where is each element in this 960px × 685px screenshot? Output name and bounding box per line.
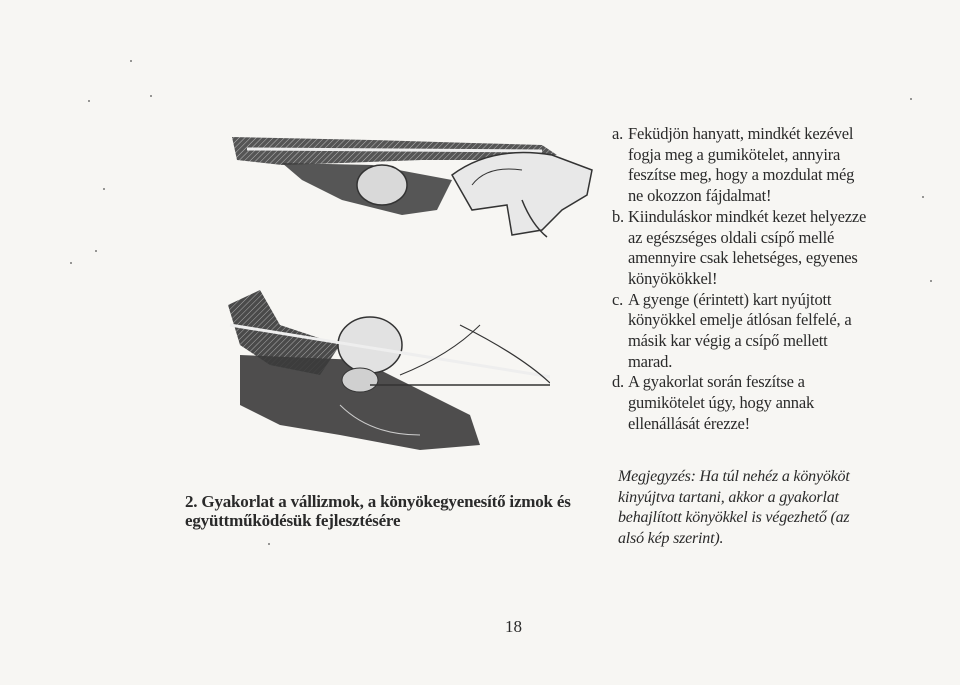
step-label: d. — [612, 372, 624, 392]
figure-caption — [185, 492, 615, 530]
caption-number: 2. — [185, 492, 198, 511]
instruction-step-b — [612, 207, 872, 290]
caption-text: Gyakorlat a vállizmok, a könyökegyenesítő izmok és együttműködésük fejlesztésére — [185, 492, 571, 530]
instruction-step-a — [612, 124, 872, 207]
page-number: 18 — [505, 617, 522, 636]
note-paragraph — [618, 467, 863, 549]
diagonal-arm-raise-illustration — [220, 285, 550, 460]
step-text: A gyenge (érintett) kart nyújtott könyökkel emelje átlósan felfelé, a másik kar végig a csípő mellett marad. — [628, 289, 852, 371]
step-label: a. — [612, 124, 624, 143]
note-text: Megjegyzés: Ha túl nehéz a könyököt kinyújtva tartani, akkor a gyakorlat behajlított könyökkel is végezhető (az alsó kép szerint). — [618, 468, 850, 547]
instruction-step-d — [612, 372, 872, 434]
step-text: Kiinduláskor mindkét kezet helyezze az egészséges oldali csípő mellé amennyire csak lehetséges, egyenes könyökökkel! — [628, 206, 867, 288]
step-label: c. — [612, 289, 624, 309]
instruction-step-c — [612, 290, 872, 373]
exercise-instructions — [612, 124, 872, 435]
lying-band-pull-illustration — [222, 115, 607, 255]
step-text: A gyakorlat során feszítse a gumikötelet úgy, hogy annak ellenállását érezze! — [628, 372, 814, 433]
exercise-illustration-top — [222, 115, 607, 255]
step-text: Feküdjön hanyatt, mindkét kezével fogja meg a gumikötelet, annyira feszítse meg, hogy a mozdulat még ne okozzon fájdalmat! — [628, 124, 855, 206]
exercise-illustration-bottom — [220, 285, 550, 460]
step-label: b. — [612, 206, 624, 226]
